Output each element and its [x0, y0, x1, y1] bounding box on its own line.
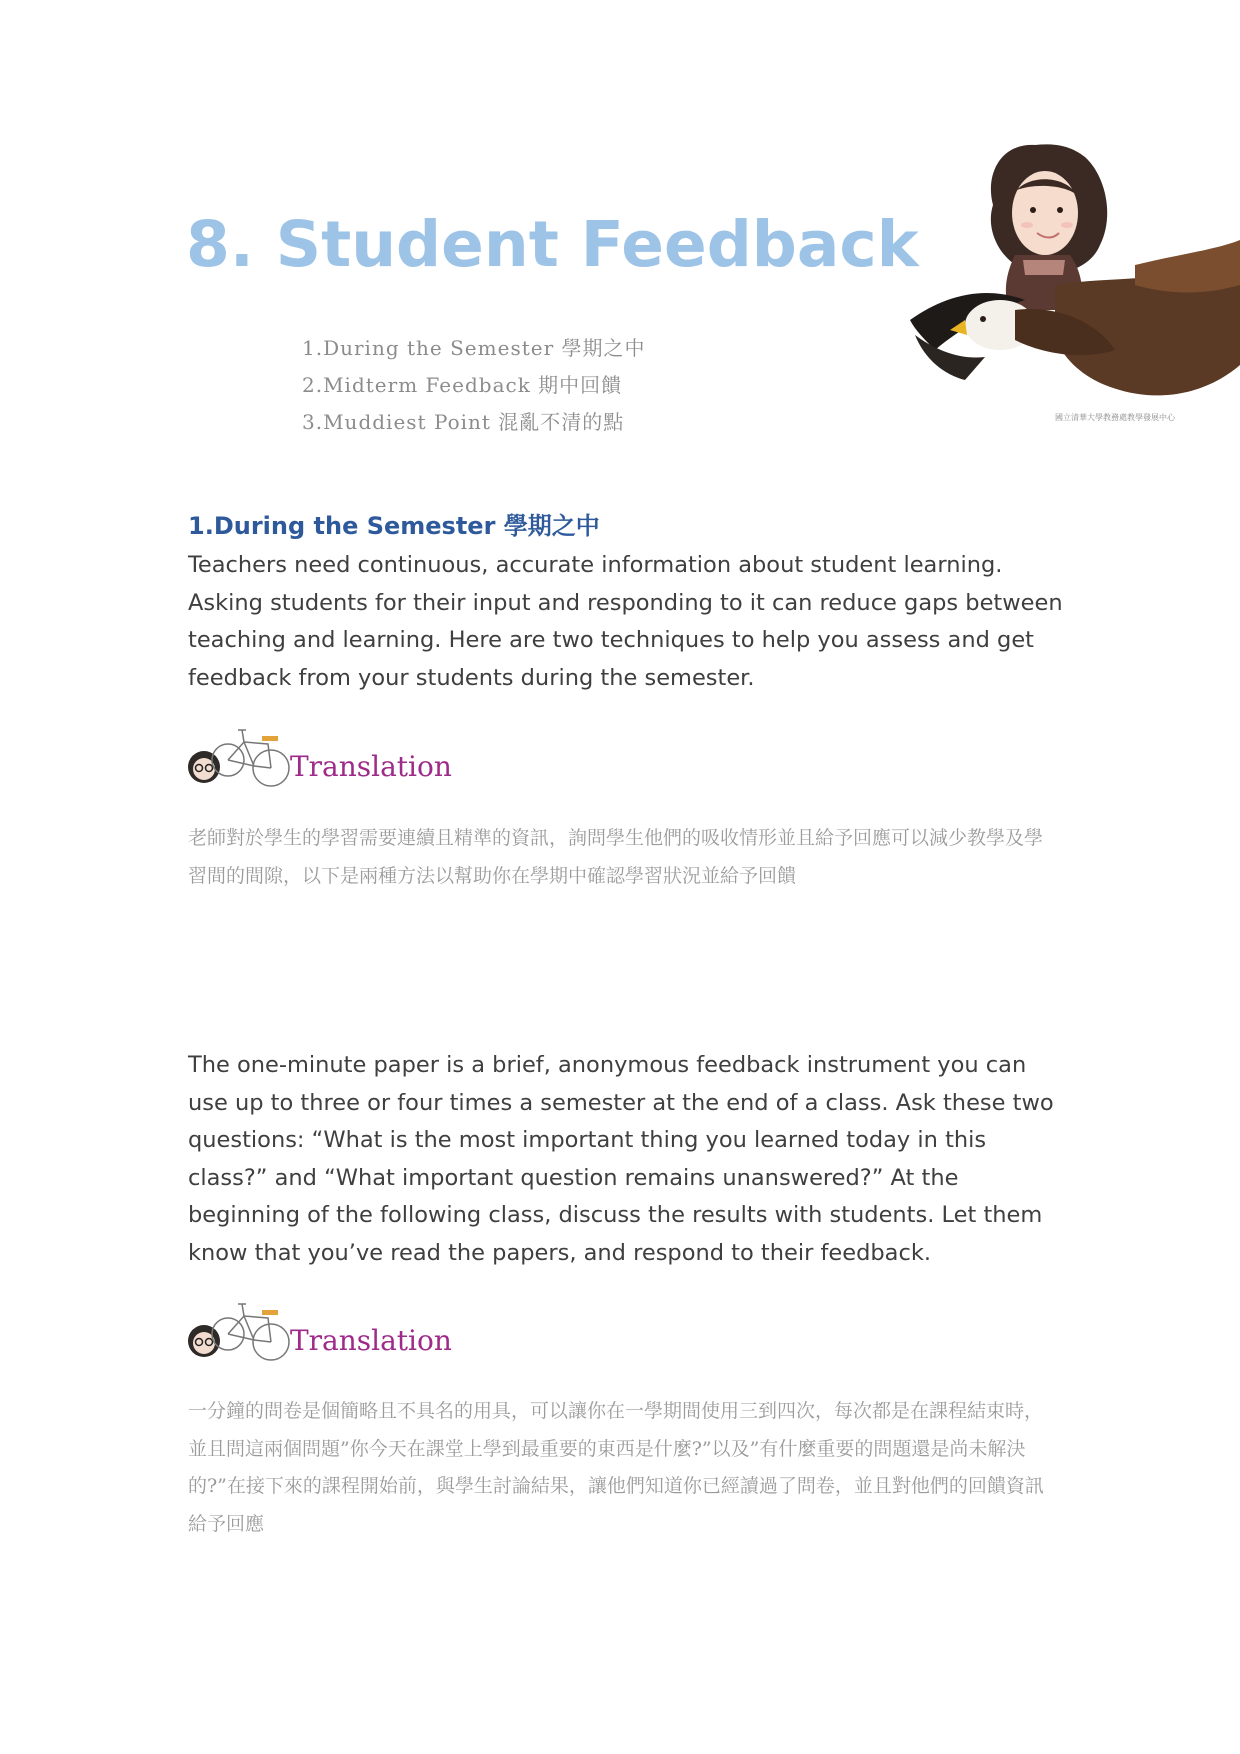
illustration-credit: 國立清華大學教務處教學發展中心: [1055, 413, 1175, 422]
section1-body: Teachers need continuous, accurate information about student learning. Asking students for their input and responding to it can reduce gaps between teaching and learning. Here are two techniques to help you assess and get feedback from your students during the semester.: [188, 552, 1063, 691]
toc-item-during-semester: 1.During the Semester 學期之中: [302, 336, 646, 360]
bicycle-icon: [186, 1294, 296, 1364]
bicycle-icon: [186, 720, 296, 790]
section2-body: The one-minute paper is a brief, anonymous feedback instrument you can use up to three or four times a semester at the end of a class. Ask these two questions: “What is the most important thing you learned today in this class?” and “What important question remains unanswered?” At the beginning of the following class, discuss the results with students. Let them know that you’ve read the papers, and respond to their feedback.: [188, 1052, 1054, 1266]
table-of-contents: [302, 330, 646, 441]
translation-label: Translation: [290, 750, 452, 783]
section2-translation: 一分鐘的問卷是個簡略且不具名的用具，可以讓你在一學期間使用三到四次，每次都是在課程結束時，並且問這兩個問題”你今天在課堂上學到最重要的東西是什麼?”以及”有什麼重要的問題還是尚未解決的?”在接下來的課程開始前，與學生討論結果，讓他們知道你已經讀過了問卷，並且對他們的回饋資訊給予回應: [188, 1400, 1044, 1535]
page-title: 8. Student Feedback: [186, 208, 919, 281]
toc-item-midterm-feedback: 2.Midterm Feedback 期中回饋: [302, 373, 623, 397]
section-heading-during-semester: 1.During the Semester 學期之中: [188, 512, 600, 540]
section1-translation: 老師對於學生的學習需要連續且精準的資訊，詢問學生他們的吸收情形並且給予回應可以減少教學及學習間的間隙，以下是兩種方法以幫助你在學期中確認學習狀況並給予回饋: [188, 827, 1044, 887]
translation-badge: [186, 720, 452, 790]
toc-item-muddiest-point: 3.Muddiest Point 混亂不清的點: [302, 410, 625, 434]
translation-badge: [186, 1294, 452, 1364]
girl-on-eagle-illustration: [905, 135, 1240, 440]
translation-label: Translation: [290, 1324, 452, 1357]
